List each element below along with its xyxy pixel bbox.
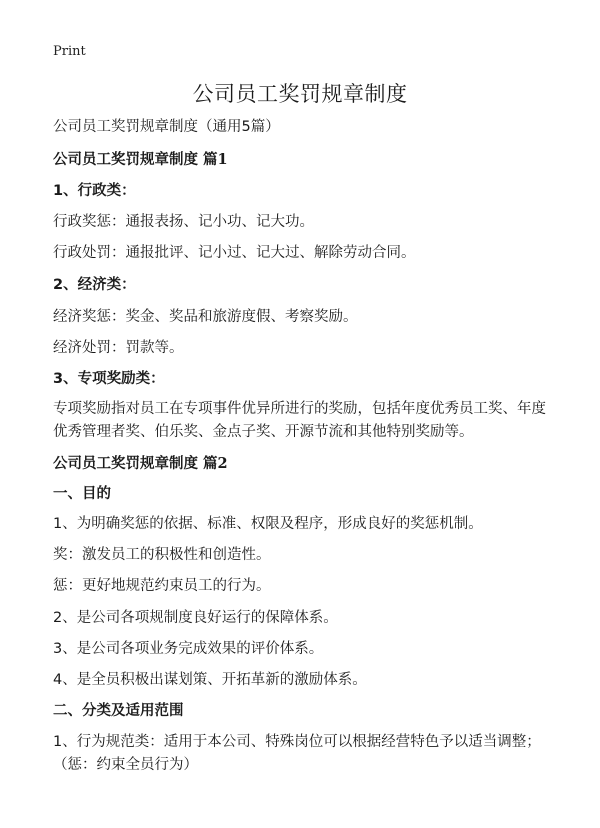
section-heading: 3、专项奖励类： [53,371,165,387]
section-heading: 二、分类及适用范围 [53,703,184,719]
section-heading: 1、行政类： [53,183,136,199]
paragraph: 行政处罚：通报批评、记小过、记大过、解除劳动合同。 [53,245,416,261]
paragraph: 奖：激发员工的积极性和创造性。 [53,547,271,563]
section-heading: 一、目的 [53,486,111,502]
paragraph: 1、为明确奖惩的依据、标准、权限及程序，形成良好的奖惩机制。 [53,516,483,532]
article-heading-2: 公司员工奖罚规章制度 篇2 [53,455,228,472]
paragraph: 惩：更好地规范约束员工的行为。 [53,578,271,594]
paragraph: 经济奖惩：奖金、奖品和旅游度假、考察奖励。 [53,309,358,325]
document-title: 公司员工奖罚规章制度 [192,82,408,106]
paragraph: 3、是公司各项业务完成效果的评价体系。 [53,641,324,657]
paragraph: 行政奖惩：通报表扬、记小功、记大功。 [53,214,314,230]
article-heading-1: 公司员工奖罚规章制度 篇1 [53,151,228,168]
paragraph: 经济处罚：罚款等。 [53,340,184,356]
section-heading: 2、经济类： [53,277,136,293]
document-subtitle: 公司员工奖罚规章制度（通用5篇） [53,119,280,135]
paragraph: 1、行为规范类：适用于本公司、特殊岗位可以根据经营特色予以适当调整；（惩：约束全员行为） [53,734,541,773]
print-label: Print [53,44,86,59]
paragraph: 4、是全员积极出谋划策、开拓革新的激励体系。 [53,672,367,688]
paragraph: 专项奖励指对员工在专项事件优异所进行的奖励，包括年度优秀员工奖、年度优秀管理者奖、伯乐奖、金点子奖、开源节流和其他特别奖励等。 [53,401,546,440]
paragraph: 2、是公司各项规制度良好运行的保障体系。 [53,610,338,626]
